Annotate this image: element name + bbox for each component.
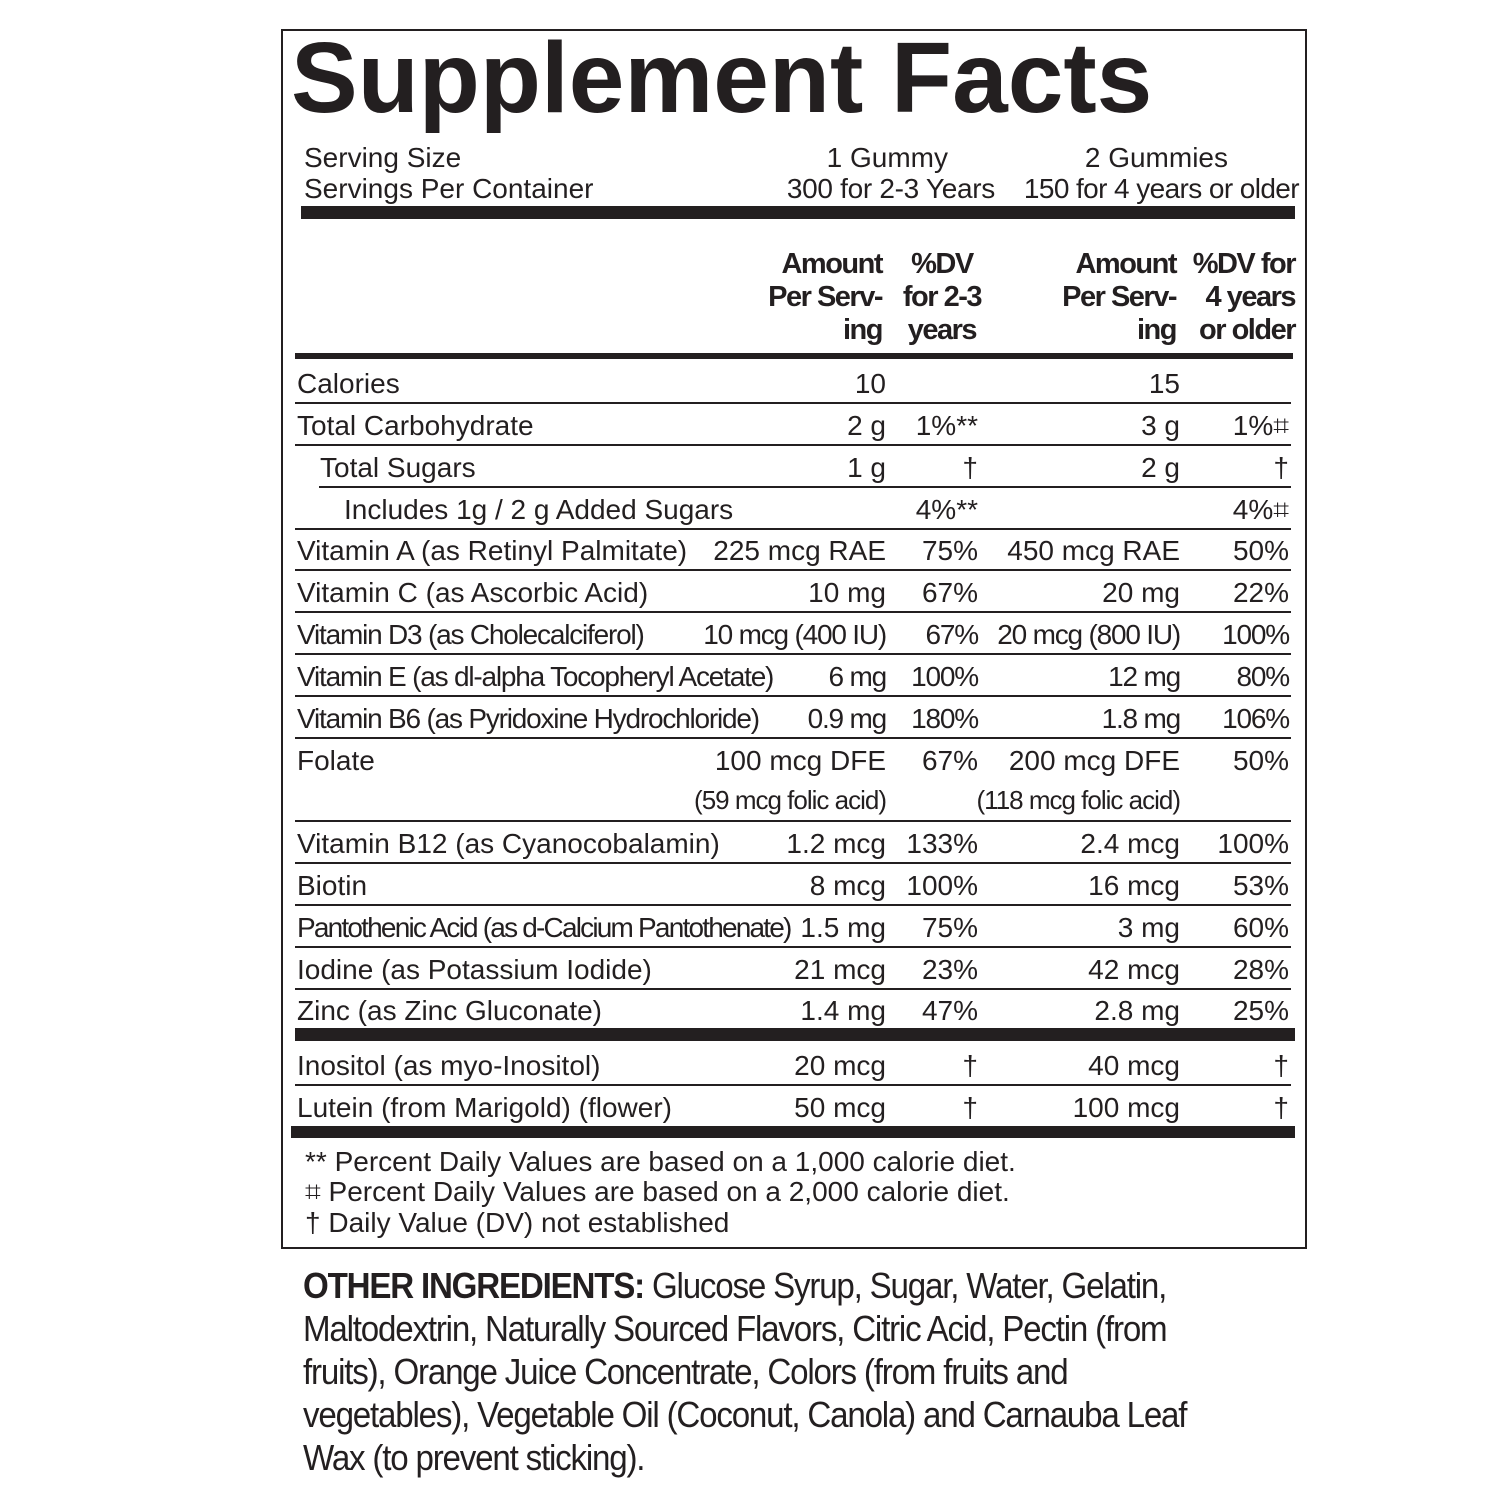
table-row: Pantothenic Acid (as d-Calcium Pantothenate) 1.5 mg 75% 3 mg 60% xyxy=(297,912,1289,943)
servings-per-container-label: Servings Per Container xyxy=(304,173,594,204)
thick-rule xyxy=(301,206,1295,219)
other-ingredients-label: OTHER INGREDIENTS: xyxy=(303,1265,644,1306)
footnote-dv-not-established: † Daily Value (DV) not established xyxy=(305,1207,730,1238)
folate-folic-acid-1: (59 mcg folic acid) xyxy=(694,785,886,815)
serving-size-2: 2 Gummies xyxy=(1084,142,1228,173)
other-ingredients-text: Glucose Syrup, Sugar, Water, Gelatin, Maltodextrin, Naturally Sourced Flavors, Citric Acid, Pectin (from fruits), Orange Juice Concentrate, Colors (from fruits and vegetables), Vegetable Oil (Coconut, Canola) and Carnauba Leaf Wax (to prevent sticking). xyxy=(303,1265,1187,1478)
thick-rule xyxy=(295,1028,1295,1041)
table-row: Includes 1g / 2 g Added Sugars 4%** 4%⌗ xyxy=(344,494,1289,525)
header-amount-1: Amount Per Serv- ing xyxy=(768,248,882,346)
table-row: Total Sugars 1 g † 2 g † xyxy=(320,452,1289,483)
row-divider xyxy=(295,862,1291,864)
table-row: Vitamin E (as dl-alpha Tocopheryl Acetate) 6 mg 100% 12 mg 80% xyxy=(297,661,1289,692)
servings-1: 300 for 2-3 Years xyxy=(786,173,995,204)
row-divider xyxy=(295,444,1291,446)
row-divider xyxy=(295,737,1291,739)
table-row: Inositol (as myo-Inositol) 20 mcg † 40 mcg † xyxy=(297,1050,1289,1081)
table-row: Vitamin B12 (as Cyanocobalamin) 1.2 mcg 133% 2.4 mcg 100% xyxy=(297,828,1289,859)
row-divider xyxy=(295,1084,1291,1086)
header-dv-2: %DV for 4 years or older xyxy=(1192,248,1295,346)
row-divider xyxy=(319,486,1291,488)
footnote-1000-calorie: ** Percent Daily Values are based on a 1,000 calorie diet. xyxy=(305,1146,1016,1177)
servings-2: 150 for 4 years or older xyxy=(1023,173,1299,204)
row-divider xyxy=(295,946,1291,948)
panel-title: Supplement Facts xyxy=(291,22,1153,134)
serving-size-label: Serving Size xyxy=(304,142,462,173)
row-divider xyxy=(295,402,1291,404)
table-row: Calories 10 15 xyxy=(297,368,1180,399)
folate-folic-acid-2: (118 mcg folic acid) xyxy=(976,785,1180,815)
footnote-2000-calorie: ⌗ Percent Daily Values are based on a 2,000 calorie diet. xyxy=(305,1176,1010,1207)
row-divider xyxy=(295,611,1291,613)
supplement-facts-panel xyxy=(281,22,1307,1249)
table-row: Total Carbohydrate 2 g 1%** 3 g 1%⌗ xyxy=(297,410,1289,441)
serving-size-1: 1 Gummy xyxy=(826,142,948,173)
header-dv-1: %DV for 2-3 years xyxy=(902,248,981,346)
table-row: Vitamin C (as Ascorbic Acid) 10 mg 67% 20 mg 22% xyxy=(297,577,1289,608)
row-divider xyxy=(295,569,1291,571)
table-row: Zinc (as Zinc Gluconate) 1.4 mg 47% 2.8 mg 25% xyxy=(297,995,1289,1026)
row-divider xyxy=(295,988,1291,990)
row-divider xyxy=(295,904,1291,906)
header-amount-2: Amount Per Serv- ing xyxy=(1062,248,1176,346)
header-rule xyxy=(295,353,1293,359)
table-row: Iodine (as Potassium Iodide) 21 mcg 23% 42 mcg 28% xyxy=(297,954,1289,985)
row-divider xyxy=(295,820,1291,822)
row-divider xyxy=(295,653,1291,655)
table-row: Lutein (from Marigold) (flower) 50 mcg † 100 mcg † xyxy=(297,1092,1289,1123)
table-row: Vitamin B6 (as Pyridoxine Hydrochloride) 0.9 mg 180% 1.8 mg 106% xyxy=(297,703,1289,734)
table-row: Vitamin D3 (as Cholecalciferol) 10 mcg (400 IU) 67% 20 mcg (800 IU) 100% xyxy=(297,619,1289,650)
row-divider xyxy=(295,528,1291,530)
table-row: Biotin 8 mcg 100% 16 mcg 53% xyxy=(297,870,1289,901)
table-row: Vitamin A (as Retinyl Palmitate) 225 mcg RAE 75% 450 mcg RAE 50% xyxy=(297,535,1289,566)
row-divider xyxy=(295,695,1291,697)
thick-rule xyxy=(291,1126,1295,1138)
table-row: Folate 100 mcg DFE 67% 200 mcg DFE 50% (59 mcg folic acid) (118 mcg folic acid) xyxy=(297,745,1289,815)
other-ingredients xyxy=(303,1264,1223,1479)
